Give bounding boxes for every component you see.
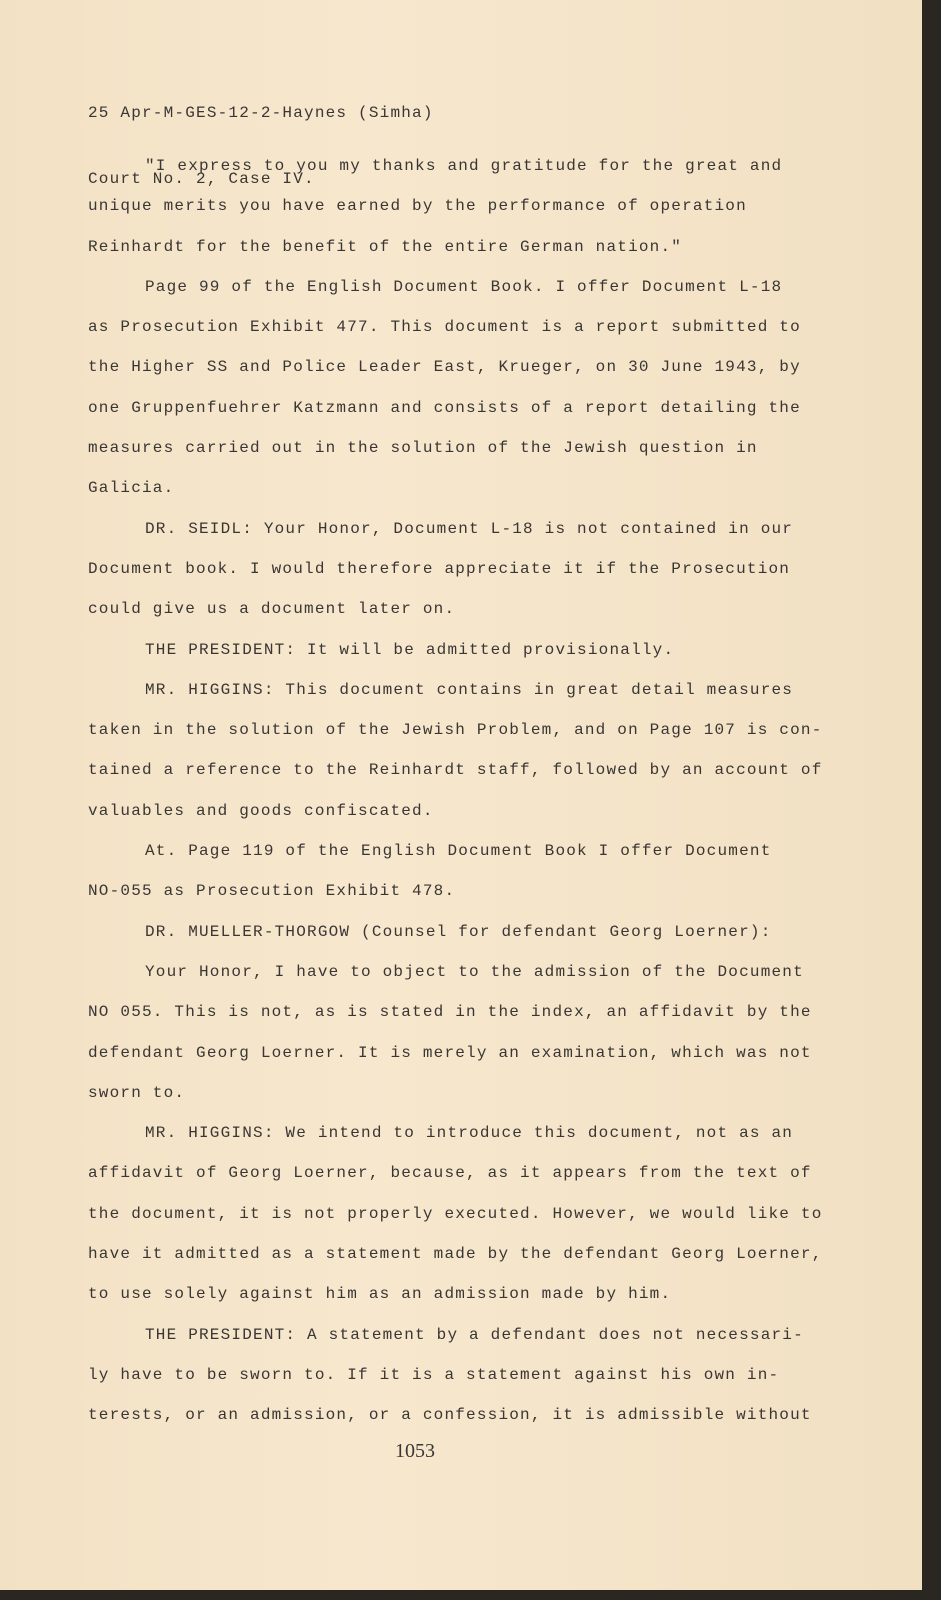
transcript-line: the document, it is not properly executed. However, we would like to (88, 1204, 823, 1223)
transcript-line: Reinhardt for the benefit of the entire German nation." (88, 237, 683, 256)
transcript-line: could give us a document later on. (88, 600, 456, 619)
transcript-line: DR. MUELLER-THORGOW (Counsel for defendant Georg Loerner): (145, 922, 772, 941)
transcript-line: NO-055 as Prosecution Exhibit 478. (88, 882, 456, 901)
transcript-line: THE PRESIDENT: A statement by a defendant does not necessari- (145, 1325, 804, 1344)
transcript-body (88, 146, 823, 1436)
transcript-line: measures carried out in the solution of the Jewish question in (88, 439, 758, 458)
transcript-line: "I express to you my thanks and gratitude for the great and (145, 157, 783, 175)
transcript-line: tained a reference to the Reinhardt staff, followed by an account of (88, 761, 823, 780)
transcript-line: ly have to be sworn to. If it is a statement against his own in- (88, 1365, 780, 1384)
transcript-line: MR. HIGGINS: We intend to introduce this document, not as an (145, 1124, 794, 1143)
transcript-line: taken in the solution of the Jewish Problem, and on Page 107 is con- (88, 721, 823, 740)
transcript-line: unique merits you have earned by the performance of operation (88, 197, 747, 216)
transcript-line: the Higher SS and Police Leader East, Krueger, on 30 June 1943, by (88, 358, 801, 377)
transcript-line: defendant Georg Loerner. It is merely an examination, which was not (88, 1043, 812, 1062)
transcript-line: MR. HIGGINS: This document contains in great detail measures (145, 680, 794, 699)
transcript-line: valuables and goods confiscated. (88, 801, 434, 820)
transcript-line: have it admitted as a statement made by the defendant Georg Loerner, (88, 1245, 823, 1264)
transcript-line: NO 055. This is not, as is stated in the index, an affidavit by the (88, 1003, 812, 1022)
transcript-line: to use solely against him as an admission made by him. (88, 1285, 672, 1304)
transcript-line: Page 99 of the English Document Book. I offer Document L-18 (145, 277, 783, 296)
transcript-line: as Prosecution Exhibit 477. This document is a report submitted to (88, 318, 801, 337)
transcript-line: sworn to. (88, 1083, 186, 1102)
transcript-line: At. Page 119 of the English Document Book I offer Document (145, 842, 772, 861)
transcript-line: terests, or an admission, or a confession, it is admissible without (88, 1406, 812, 1425)
transcript-line: Document book. I would therefore appreciate it if the Prosecution (88, 559, 791, 578)
header-court: Court No. 2, Case IV. (88, 170, 315, 188)
transcript-line: Galicia. (88, 479, 175, 498)
header-reference: 25 Apr-M-GES-12-2-Haynes (Simha) (88, 104, 434, 122)
transcript-line: Your Honor, I have to object to the admission of the Document (145, 962, 804, 981)
page-number: 1053 (395, 1440, 435, 1462)
transcript-line: one Gruppenfuehrer Katzmann and consists of a report detailing the (88, 398, 801, 417)
transcript-line: affidavit of Georg Loerner, because, as it appears from the text of (88, 1164, 812, 1183)
transcript-line: DR. SEIDL: Your Honor, Document L-18 is not contained in our (145, 519, 794, 538)
transcript-line: THE PRESIDENT: It will be admitted provisionally. (145, 640, 675, 659)
